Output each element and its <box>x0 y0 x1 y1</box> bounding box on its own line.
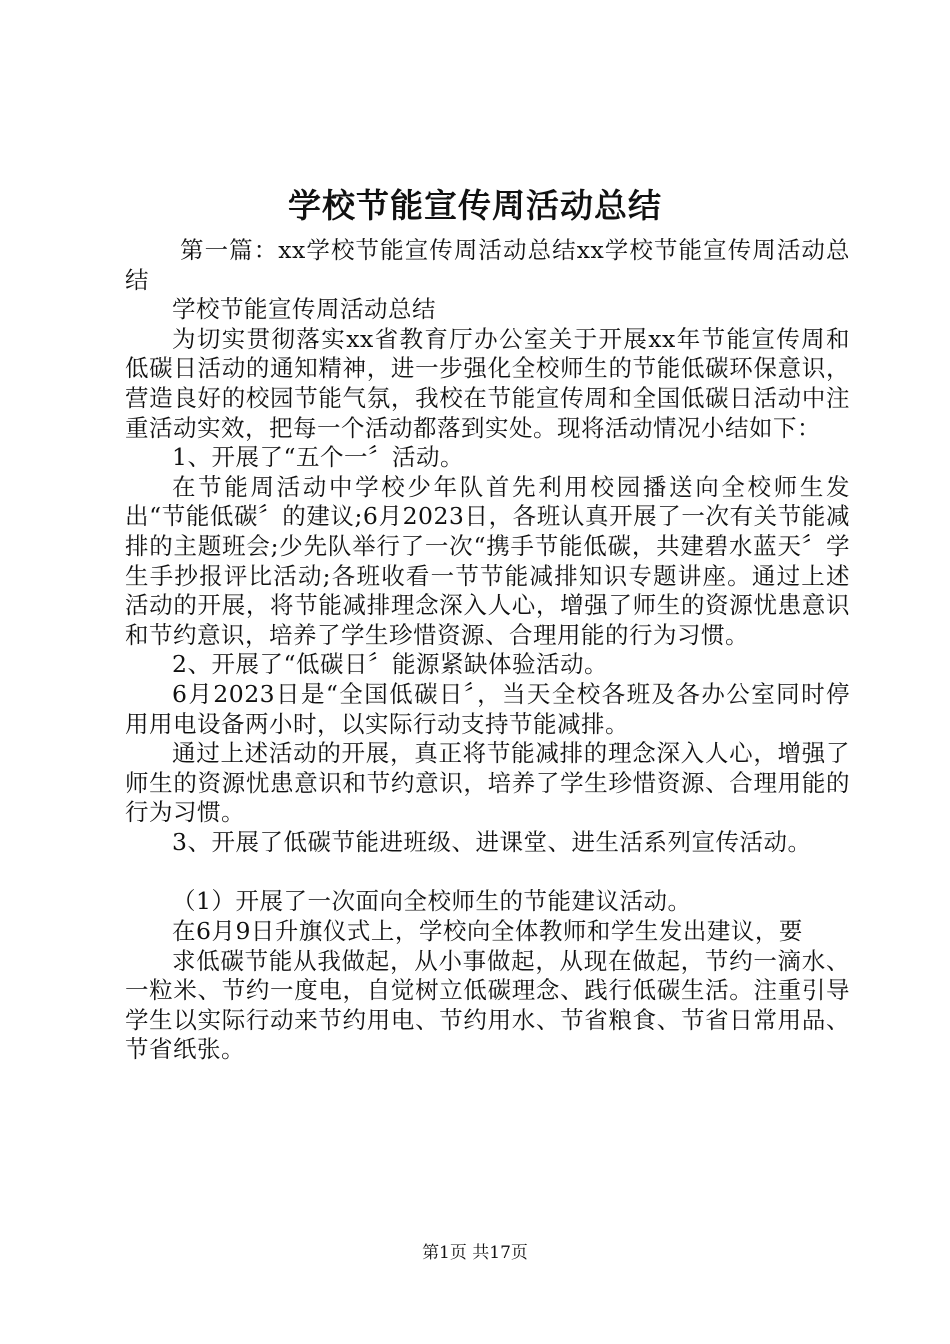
paragraph-section-3: 3、开展了低碳节能进班级、进课堂、进生活系列宣传活动。 <box>172 827 812 856</box>
paragraph-intro: 为切实贯彻落实xx省教育厅办公室关于开展xx年节能宣传周和低碳日活动的通知精神，进一步强化全校师生的节能低碳环保意识，营造良好的校园节能气氛，我校在节能宣传周和全国低碳日活动中注重活动实效，把每一个活动都落到实处。现将活动情况小结如下： <box>125 324 850 442</box>
document-title: 学校节能宣传周活动总结 <box>288 186 662 225</box>
paragraph-subsection-1-cont: 求低碳节能从我做起，从小事做起，从现在做起，节约一滴水、一粒米、节约一度电，自觉树立低碳理念、践行低碳生活。注重引导学生以实际行动来节约用电、节约用水、节省粮食、节省日常用品、节省纸张。 <box>125 946 850 1064</box>
paragraph-subtitle: 学校节能宣传周活动总结 <box>172 295 436 324</box>
paragraph-subsection-1: （1）开展了一次面向全校师生的节能建议活动。 <box>172 887 692 916</box>
paragraph-section-1-body: 在节能周活动中学校少年队首先利用校园播送向全校师生发出“节能低碳〞的建议;6月2023日，各班认真开展了一次有关节能减排的主题班会;少先队举行了一次“携手节能低碳，共建碧水蓝天〞学生手抄报评比活动;各班收看一节节能减排知识专题讲座。通过上述活动的开展，将节能减排理念深入人心，增强了师生的资源忧患意识和节约意识，培养了学生珍惜资源、合理用能的行为习惯。 <box>125 472 850 649</box>
paragraph-section-2-body: 6月2023日是“全国低碳日〞，当天全校各班及各办公室同时停用用电设备两小时，以实际行动支持节能减排。 <box>125 679 850 738</box>
paragraph-subsection-1-body: 在6月9日升旗仪式上，学校向全体教师和学生发出建议，要 <box>172 917 803 946</box>
document-body <box>125 236 850 1065</box>
paragraph-section-2-result: 通过上述活动的开展，真正将节能减排的理念深入人心，增强了师生的资源忧患意识和节约意识，培养了学生珍惜资源、合理用能的行为习惯。 <box>125 739 850 827</box>
paragraph-heading-part1: 第一篇：xx学校节能宣传周活动总结xx学校节能宣传周活动总结 <box>125 236 850 294</box>
paragraph-section-1: 1、开展了“五个一〞活动。 <box>172 443 464 472</box>
page-footer: 第1页 共17页 <box>422 1243 528 1263</box>
paragraph-section-2: 2、开展了“低碳日〞能源紧缺体验活动。 <box>172 650 608 679</box>
